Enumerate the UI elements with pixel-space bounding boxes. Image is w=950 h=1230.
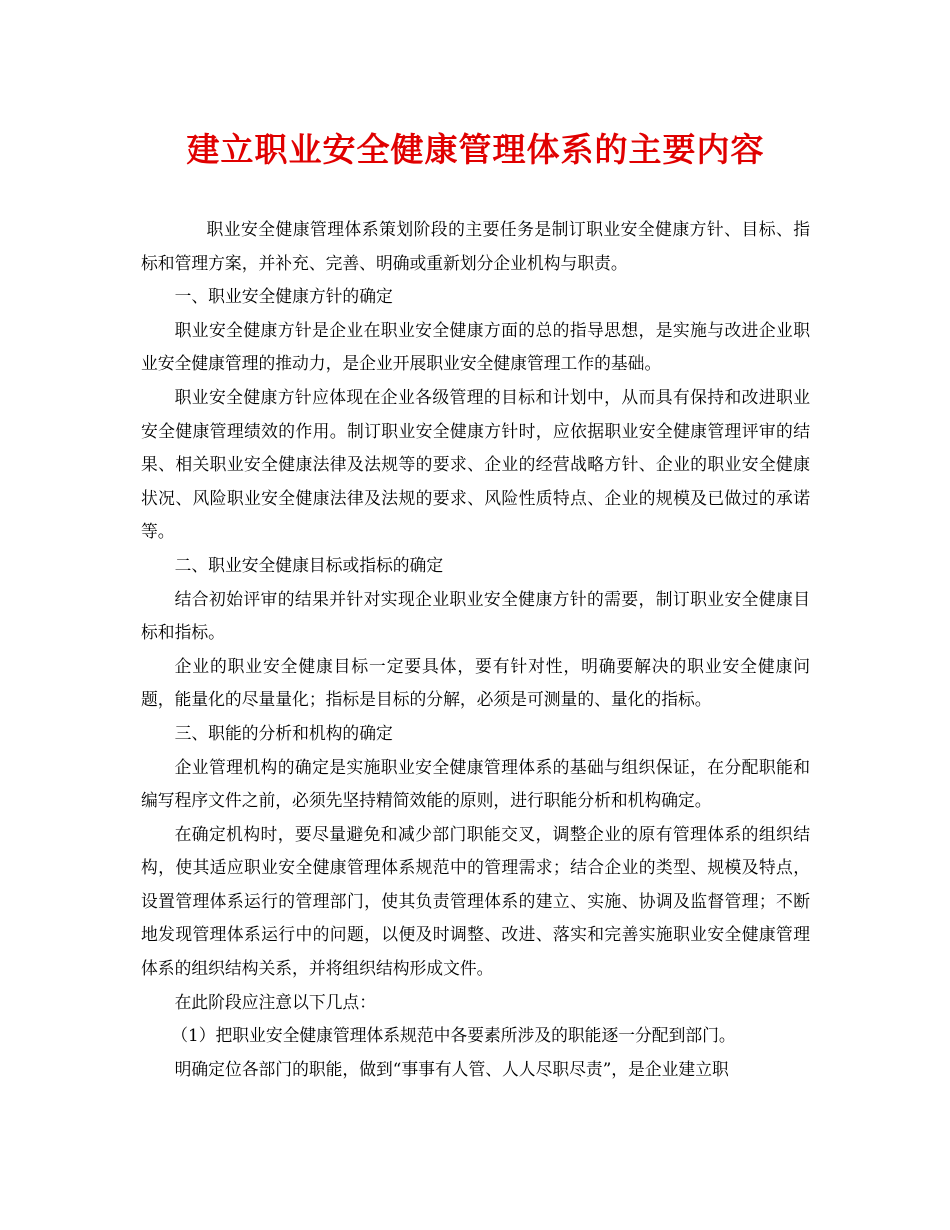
paragraph: 职业安全健康方针应体现在企业各级管理的目标和计划中，从而具有保持和改进职业安全健康管理绩效的作用。制订职业安全健康方针时，应依据职业安全健康管理评审的结果、相关职业安全健康法律及法规等的要求、企业的经营战略方针、企业的职业安全健康状况、风险职业安全健康法律及法规的要求、风险性质特点、企业的规模及已做过的承诺等。 [141, 386, 810, 542]
paragraph: 明确定位各部门的职能，做到“事事有人管、人人尽职尽责”，是企业建立职 [174, 1058, 729, 1079]
paragraph: 在确定机构时，要尽量避免和减少部门职能交叉，调整企业的原有管理体系的组织结构，使其适应职业安全健康管理体系规范中的管理需求；结合企业的类型、规模及特点，设置管理体系运行的管理部门，使其负责管理体系的建立、实施、协调及监督管理；不断地发现管理体系运行中的问题，以便及时调整、改进、落实和完善实施职业安全健康管理体系的组织结构关系，并将组织结构形成文件。 [141, 823, 810, 979]
list-item: （1）把职业安全健康管理体系规范中各要素所涉及的职能逐一分配到部门。 [171, 1025, 736, 1046]
section-heading-2: 二、职业安全健康目标或指标的确定 [174, 554, 444, 575]
section-heading-3: 三、职能的分析和机构的确定 [174, 722, 393, 743]
document-body [141, 213, 810, 1086]
paragraph: 在此阶段应注意以下几点： [174, 991, 376, 1012]
paragraph: 企业的职业安全健康目标一定要具体，要有针对性，明确要解决的职业安全健康问题，能量化的尽量量化；指标是目标的分解，必须是可测量的、量化的指标。 [141, 655, 810, 710]
paragraph-intro: 职业安全健康管理体系策划阶段的主要任务是制订职业安全健康方针、目标、指标和管理方案，并补充、完善、明确或重新划分企业机构与职责。 [141, 219, 810, 273]
paragraph: 结合初始评审的结果并针对实现企业职业安全健康方针的需要，制订职业安全健康目标和指标。 [141, 588, 810, 643]
paragraph: 企业管理机构的确定是实施职业安全健康管理体系的基础与组织保证，在分配职能和编写程序文件之前，必须先坚持精简效能的原则，进行职能分析和机构确定。 [141, 756, 810, 811]
paragraph: 职业安全健康方针是企业在职业安全健康方面的总的指导思想，是实施与改进企业职业安全健康管理的推动力，是企业开展职业安全健康管理工作的基础。 [141, 319, 810, 374]
section-heading-1: 一、职业安全健康方针的确定 [174, 286, 393, 307]
document-title: 建立职业安全健康管理体系的主要内容 [186, 130, 765, 169]
